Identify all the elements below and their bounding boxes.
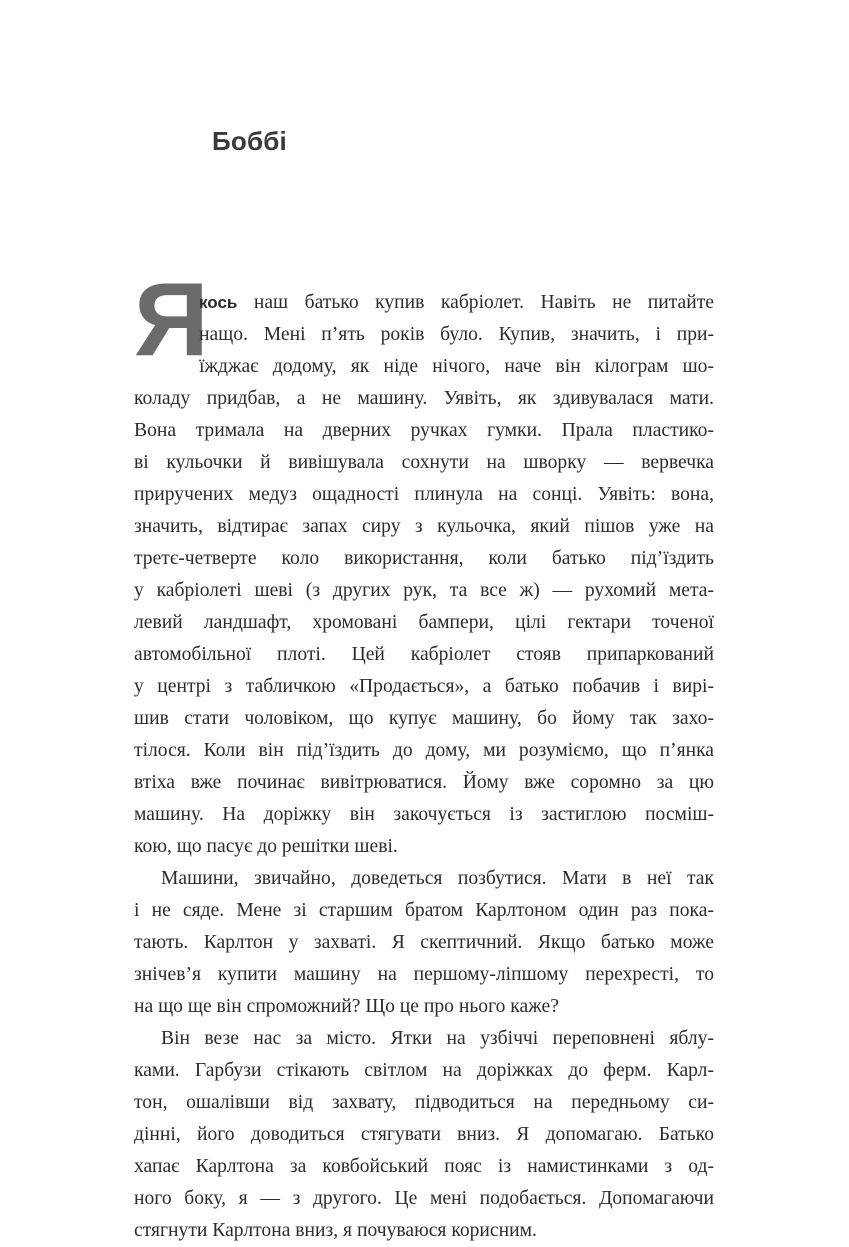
chapter-title: Боббі — [212, 126, 287, 156]
text-line: тон, ошалівши від захвату, підводиться на передньому си- — [134, 1092, 714, 1113]
text-line: нащо. Мені п’ять років було. Купив, значить, і при- — [199, 324, 714, 345]
text-line: Машини, звичайно, доведеться позбутися. Мати в неї так — [161, 868, 714, 889]
text-line: тають. Карлтон у захваті. Я скептичний. Якщо батько може — [134, 932, 714, 953]
text-line: їжджає додому, як ніде нічого, наче він кілограм шо- — [199, 356, 714, 377]
text-line: левий ландшафт, хромовані бампери, цілі гектари точеної — [134, 612, 714, 633]
text-line: значить, відтирає запах сиру з кульочка, який пішов уже на — [134, 516, 714, 537]
text-line: автомобільної плоті. Цей кабріолет стояв припаркований — [134, 644, 714, 665]
text-line: ками. Гарбузи стікають світлом на доріжках до ферм. Карл- — [134, 1060, 714, 1081]
text-line: у кабріолеті шеві (з других рук, та все ж) — рухомий мета- — [134, 580, 714, 601]
text-line: коладу придбав, а не машину. Уявіть, як здивувалася мати. — [134, 388, 714, 409]
text-line: тілося. Коли він під’їздить до дому, ми розуміємо, що п’янка — [134, 740, 714, 761]
text-line: Він везе нас за місто. Ятки на узбіччі переповнені яблу- — [161, 1028, 714, 1049]
opening-line — [199, 287, 714, 319]
text-line: шив стати чоловіком, що купує машину, бо йому так захо- — [134, 708, 714, 729]
text-line: приручених медуз ощадності плинула на сонці. Уявіть: вона, — [134, 484, 714, 505]
text-line: на що ще він спроможний? Що це про нього каже? — [134, 996, 559, 1017]
text-line: ві кульочки й вивішувала сохнути на шворку — вервечка — [134, 452, 714, 473]
text-line: кою, що пасує до решітки шеві. — [134, 836, 398, 857]
body-text — [134, 287, 714, 1247]
text-line: і не сяде. Мене зі старшим братом Карлтоном один раз пока- — [134, 900, 714, 921]
text-line: дінні, його доводиться стягувати вниз. Я допомагаю. Батько — [134, 1124, 714, 1145]
text-line: машину. На доріжку він закочується із застиглою посміш- — [134, 804, 714, 825]
text-line: знічев’я купити машину на першому-ліпшому перехресті, то — [134, 964, 714, 985]
lead-word: кось — [199, 293, 238, 312]
text-line: Вона тримала на дверних ручках гумки. Прала пластико- — [134, 420, 714, 441]
drop-cap: Я — [134, 262, 209, 378]
text-line: хапає Карлтона за ковбойський пояс із намистинками з од- — [134, 1156, 714, 1177]
text-line: у центрі з табличкою «Продається», а батько побачив і вирі- — [134, 676, 714, 697]
text-line: третє-четверте коло використання, коли батько під’їздить — [134, 548, 714, 569]
text-line: ного боку, я — з другого. Це мені подобається. Допомагаючи — [134, 1188, 714, 1209]
opening-line-rest: наш батько купив кабріолет. Навіть не питайте — [237, 292, 714, 313]
text-line: стягнути Карлтона вниз, я почуваюся корисним. — [134, 1220, 537, 1241]
text-line: втіха вже починає вивітрюватися. Йому вже соромно за цю — [134, 772, 714, 793]
